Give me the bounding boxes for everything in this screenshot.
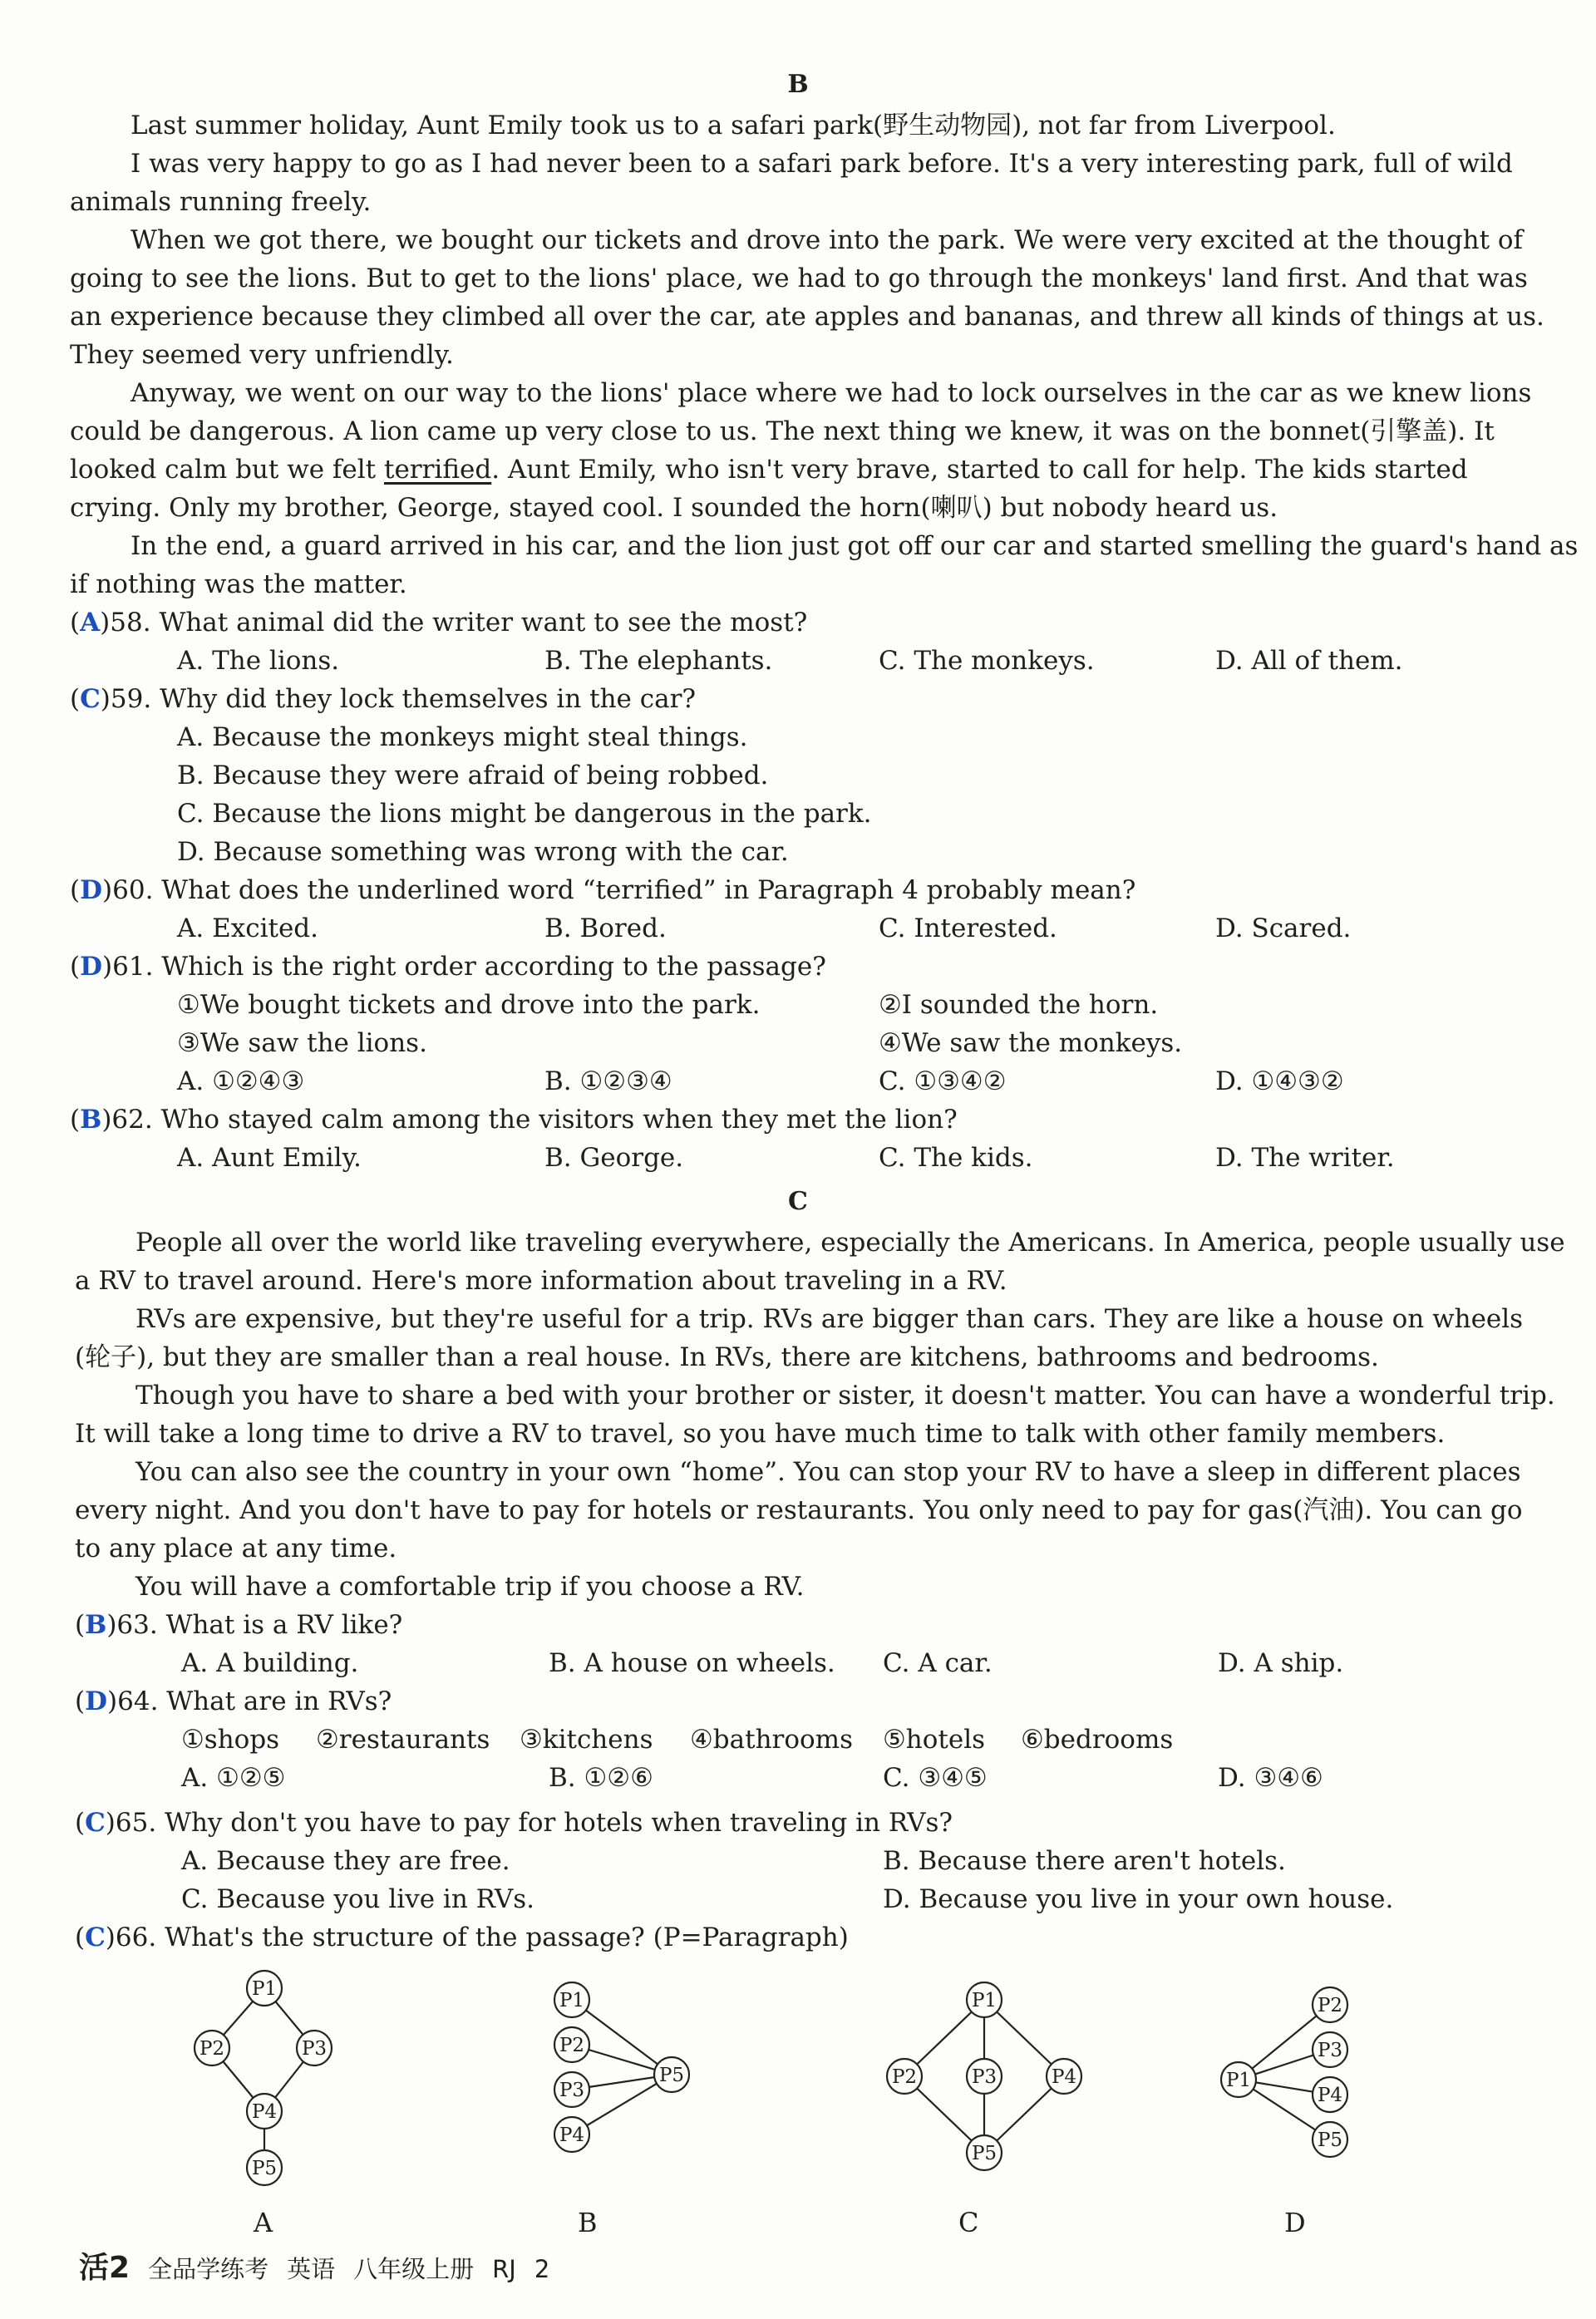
item: ⑥bedrooms: [1021, 1725, 1174, 1755]
passage-c-line: You will have a comfortable trip if you choose a RV.: [135, 1572, 805, 1602]
passage-c-line: every night. And you don't have to pay for hotels or restaurants. You only need to pay for gas(汽油). You can go: [75, 1495, 1523, 1525]
option: D. The writer.: [1215, 1143, 1395, 1173]
option: C. Because you live in RVs.: [181, 1884, 535, 1914]
node-label: P3: [559, 2080, 585, 2101]
node-label: P2: [891, 2066, 918, 2088]
passage-b-line: an experience because they climbed all over the car, ate apples and bananas, and threw all kinds of things at us.: [70, 302, 1544, 332]
order-item: ④We saw the monkeys.: [879, 1028, 1183, 1058]
passage-b-line: going to see the lions. But to get to the lions' place, we had to go through the monkeys' land first. And that was: [70, 263, 1528, 293]
option: A. Because the monkeys might steal things.: [177, 722, 748, 752]
footer-page: 2: [534, 2255, 550, 2283]
option: C. Because the lions might be dangerous in the park.: [177, 799, 872, 829]
footer-subject: 英语: [287, 2255, 336, 2283]
option: C. The kids.: [879, 1143, 1033, 1173]
option: C. The monkeys.: [879, 646, 1095, 676]
node-label: P3: [971, 2066, 998, 2088]
passage-c-line: It will take a long time to drive a RV to travel, so you have much time to talk with other family members.: [75, 1419, 1446, 1449]
node-label: P4: [251, 2101, 278, 2123]
option: C. A car.: [883, 1648, 993, 1678]
node-label: P5: [251, 2158, 278, 2179]
passage-c-line: a RV to travel around. Here's more information about traveling in a RV.: [75, 1266, 1007, 1296]
item: ②restaurants: [316, 1725, 490, 1755]
answer-58: A: [80, 608, 101, 638]
node-label: P4: [1051, 2066, 1077, 2088]
question-62: (B)62. Who stayed calm among the visitors when they met the lion?: [70, 1105, 958, 1135]
node-label: P4: [559, 2125, 585, 2146]
passage-b-line: looked calm but we felt terrified. Aunt Emily, who isn't very brave, started to call for help. The kids started: [70, 455, 1468, 485]
passage-c-line: (轮子), but they are smaller than a real house. In RVs, there are kitchens, bathrooms and bedrooms.: [75, 1342, 1379, 1372]
question-59: (C)59. Why did they lock themselves in the car?: [70, 684, 697, 714]
diagram-label-b: B: [578, 2207, 598, 2238]
section-b-title: B: [787, 70, 809, 99]
option: B. A house on wheels.: [549, 1648, 835, 1678]
option: B. Because they were afraid of being robbed.: [177, 761, 769, 790]
footer-badge: 活2: [79, 2251, 131, 2285]
question-64: (D)64. What are in RVs?: [75, 1686, 392, 1716]
passage-b-line: They seemed very unfriendly.: [70, 340, 454, 370]
option: D. ③④⑥: [1218, 1763, 1323, 1793]
option: B. George.: [544, 1143, 684, 1173]
footer-grade: 八年级上册: [353, 2255, 475, 2283]
option: C. ①③④②: [879, 1066, 1007, 1096]
footer-edition: RJ: [492, 2255, 516, 2283]
passage-b-line: Anyway, we went on our way to the lions' place where we had to lock ourselves in the car as we knew lions: [131, 378, 1532, 408]
item: ⑤hotels: [883, 1725, 986, 1755]
answer-66: C: [85, 1923, 106, 1952]
answer-65: C: [85, 1808, 106, 1838]
item: ④bathrooms: [690, 1725, 853, 1755]
question-65: (C)65. Why don't you have to pay for hotels when traveling in RVs?: [75, 1808, 953, 1838]
node-label: P1: [251, 1978, 278, 2000]
passage-b-line: In the end, a guard arrived in his car, and the lion just got off our car and started smelling the guard's hand as: [131, 531, 1579, 561]
node-label: P1: [1225, 2070, 1252, 2091]
option: B. Bored.: [544, 913, 667, 943]
node-label: P3: [1317, 2040, 1343, 2061]
item: ①shops: [181, 1725, 280, 1755]
passage-c-line: People all over the world like traveling everywhere, especially the Americans. In America, people usually use: [135, 1228, 1565, 1258]
footer-book: 全品学练考: [148, 2255, 269, 2283]
diagram-label-a: A: [254, 2207, 273, 2238]
option: A. Excited.: [177, 913, 318, 943]
node-label: P5: [971, 2143, 998, 2164]
option: A. Because they are free.: [181, 1846, 510, 1876]
page-footer: [79, 2244, 568, 2287]
section-c-title: C: [788, 1187, 808, 1216]
node-label: P5: [1317, 2129, 1343, 2151]
option: A. The lions.: [177, 646, 340, 676]
node-label: P3: [301, 2038, 328, 2060]
order-item: ③We saw the lions.: [177, 1028, 427, 1058]
diagram-label-c: C: [958, 2207, 979, 2238]
answer-60: D: [80, 875, 102, 905]
option: A. A building.: [181, 1648, 359, 1678]
item: ③kitchens: [520, 1725, 653, 1755]
passage-b-line: animals running freely.: [70, 187, 372, 217]
passage-b-line: When we got there, we bought our tickets and drove into the park. We were very excited at the thought of: [131, 225, 1524, 255]
option: B. The elephants.: [544, 646, 773, 676]
question-63: (B)63. What is a RV like?: [75, 1610, 403, 1640]
passage-b-line: crying. Only my brother, George, stayed cool. I sounded the horn(喇叭) but nobody heard us.: [70, 493, 1278, 523]
underlined-word: terrified: [383, 455, 492, 485]
structure-diagrams: [0, 1945, 1596, 2228]
answer-63: B: [85, 1610, 107, 1640]
option: D. All of them.: [1215, 646, 1403, 676]
option: C. ③④⑤: [883, 1763, 988, 1793]
passage-b-line: I was very happy to go as I had never been to a safari park before. It's a very interesting park, full of wild: [131, 149, 1513, 179]
diagram-label-d: D: [1284, 2207, 1306, 2238]
option: A. ①②⑤: [181, 1763, 286, 1793]
node-label: P1: [971, 1990, 998, 2011]
order-item: ②I sounded the horn.: [879, 990, 1159, 1020]
option: B. ①②③④: [544, 1066, 672, 1096]
option: B. Because there aren't hotels.: [883, 1846, 1286, 1876]
node-label: P2: [559, 2035, 585, 2056]
option: D. A ship.: [1218, 1648, 1344, 1678]
question-60: (D)60. What does the underlined word “terrified” in Paragraph 4 probably mean?: [70, 875, 1136, 905]
question-66: (C)66. What's the structure of the passage? (P=Paragraph): [75, 1923, 849, 1952]
passage-b-line: if nothing was the matter.: [70, 569, 407, 599]
passage-c-line: Though you have to share a bed with your brother or sister, it doesn't matter. You can have a wonderful trip.: [135, 1381, 1555, 1411]
option: A. Aunt Emily.: [177, 1143, 362, 1173]
node-label: P2: [199, 2038, 225, 2060]
question-58: (A)58. What animal did the writer want to see the most?: [70, 608, 808, 638]
node-label: P5: [658, 2065, 685, 2086]
answer-62: B: [80, 1105, 102, 1135]
passage-c-line: You can also see the country in your own “home”. You can stop your RV to have a sleep in different places: [135, 1457, 1521, 1487]
option: B. ①②⑥: [549, 1763, 653, 1793]
option: D. Scared.: [1215, 913, 1352, 943]
answer-64: D: [85, 1686, 107, 1716]
question-61: (D)61. Which is the right order according to the passage?: [70, 952, 826, 982]
node-label: P4: [1317, 2085, 1343, 2106]
option: D. Because something was wrong with the car.: [177, 837, 789, 867]
order-item: ①We bought tickets and drove into the park.: [177, 990, 761, 1020]
answer-59: C: [80, 684, 101, 714]
passage-c-line: RVs are expensive, but they're useful for a trip. RVs are bigger than cars. They are like a house on wheels: [135, 1304, 1524, 1334]
answer-61: D: [80, 952, 102, 982]
node-label: P1: [559, 1990, 585, 2011]
option: D. ①④③②: [1215, 1066, 1344, 1096]
passage-b-line: could be dangerous. A lion came up very close to us. The next thing we knew, it was on the bonnet(引擎盖). It: [70, 416, 1495, 446]
passage-b-line: Last summer holiday, Aunt Emily took us to a safari park(野生动物园), not far from Liverpool.: [131, 111, 1336, 140]
option: C. Interested.: [879, 913, 1057, 943]
option: D. Because you live in your own house.: [883, 1884, 1394, 1914]
passage-c-line: to any place at any time.: [75, 1534, 397, 1563]
node-label: P2: [1317, 1995, 1343, 2016]
option: A. ①②④③: [177, 1066, 305, 1096]
